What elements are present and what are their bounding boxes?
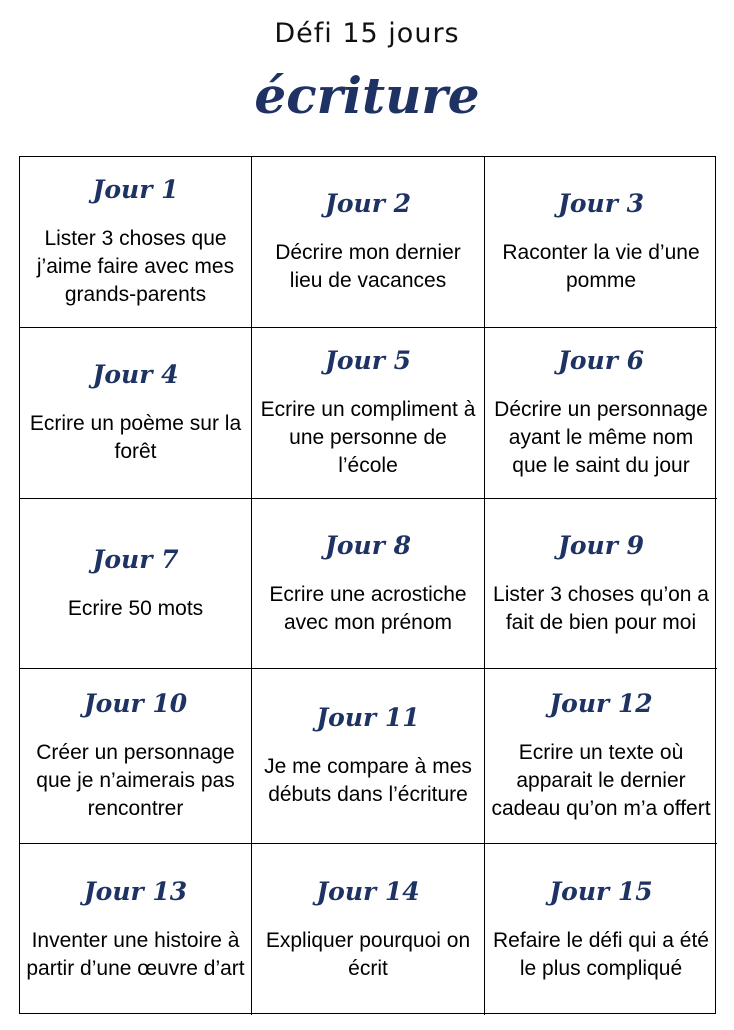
- day-cell-2: [252, 157, 485, 328]
- day-task: Ecrire une acrostiche avec mon prénom: [269, 582, 467, 634]
- day-label: Jour 11: [316, 703, 420, 732]
- day-label: Jour 2: [325, 189, 411, 218]
- day-cell-9: [485, 499, 717, 669]
- day-cell-1: [20, 157, 252, 328]
- day-label: Jour 6: [558, 346, 644, 375]
- day-cell-13: [20, 844, 252, 1015]
- challenge-grid: [19, 156, 716, 1014]
- day-label: Jour 5: [325, 346, 411, 375]
- day-label: Jour 14: [316, 876, 420, 906]
- day-task: Ecrire un texte où apparait le dernier cadeau qu’on m’a offert: [491, 741, 711, 820]
- day-task: Raconter la vie d’une pomme: [502, 241, 700, 292]
- day-label: Jour 12: [549, 689, 653, 718]
- day-cell-10: [20, 669, 252, 844]
- day-task: Ecrire un poème sur la forêt: [29, 412, 242, 463]
- day-label: Jour 8: [325, 530, 411, 560]
- day-label: Jour 10: [83, 689, 188, 718]
- day-cell-12: [485, 669, 717, 844]
- day-task: Créer un personnage que je n’aimerais pas rencontrer: [36, 741, 235, 820]
- day-label: Jour 15: [549, 876, 653, 906]
- day-task: Lister 3 choses que j’aime faire avec mes grands-parents: [36, 227, 235, 306]
- day-label: Jour 1: [92, 175, 179, 204]
- day-task: Décrire mon dernier lieu de vacances: [275, 241, 461, 292]
- day-label: Jour 3: [558, 189, 644, 218]
- day-label: Jour 4: [92, 360, 179, 389]
- day-task: Inventer une histoire à partir d’une œuvre d’art: [26, 928, 245, 980]
- challenge-subtitle: Défi 15 jours: [274, 18, 460, 49]
- day-label: Jour 9: [558, 530, 644, 560]
- day-cell-6: [485, 328, 717, 499]
- page-title: écriture: [254, 66, 480, 125]
- day-task: Lister 3 choses qu’on a fait de bien pour moi: [493, 582, 709, 634]
- day-cell-14: [252, 844, 485, 1015]
- day-cell-3: [485, 157, 717, 328]
- day-cell-11: [252, 669, 485, 844]
- day-cell-7: [20, 499, 252, 669]
- day-task: Décrire un personnage ayant le même nom que le saint du jour: [494, 398, 708, 477]
- day-label: Jour 7: [92, 544, 179, 574]
- day-cell-8: [252, 499, 485, 669]
- day-task: Je me compare à mes débuts dans l’écriture: [264, 755, 472, 806]
- day-cell-4: [20, 328, 252, 499]
- day-task: Refaire le défi qui a été le plus compliqué: [493, 928, 709, 980]
- day-label: Jour 13: [83, 876, 188, 906]
- day-task: Expliquer pourquoi on écrit: [265, 928, 471, 980]
- day-cell-5: [252, 328, 485, 499]
- day-task: Ecrire un compliment à une personne de l’école: [260, 398, 476, 477]
- day-task: Ecrire 50 mots: [67, 596, 204, 620]
- day-cell-15: [485, 844, 717, 1015]
